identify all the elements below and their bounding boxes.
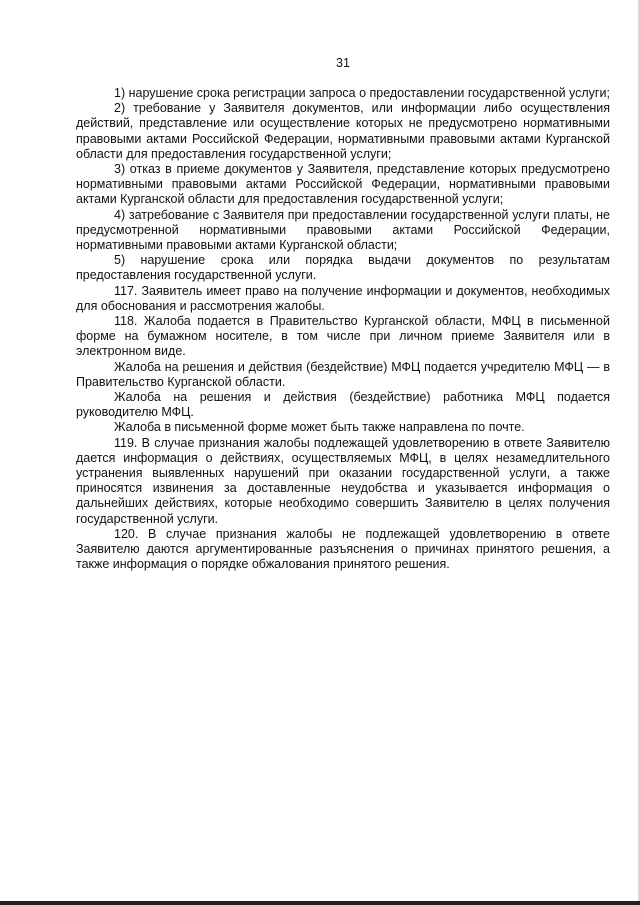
document-body bbox=[76, 86, 610, 573]
page-number: 31 bbox=[336, 56, 350, 70]
paragraph-118-mail: Жалоба в письменной форме может быть также направлена по почте. bbox=[114, 420, 525, 435]
paragraph-item-5: 5) нарушение срока или порядка выдачи документов по результатам предоставления государственной услуги. bbox=[76, 253, 610, 283]
paragraph-item-2: 2) требование у Заявителя документов, или информации либо осуществления действий, представление или осуществление которых не предусмотрено нормативными правовыми актами Российской Федерации, нормативными правовыми актами Курганской области для предоставления государственной услуги; bbox=[76, 101, 610, 161]
page-bottom-edge bbox=[0, 901, 640, 905]
paragraph-117: 117. Заявитель имеет право на получение информации и документов, необходимых для обоснования и рассмотрения жалобы. bbox=[76, 283, 610, 313]
paragraph-118: 118. Жалоба подается в Правительство Курганской области, МФЦ в письменной форме на бумажном носителе, в том числе при личном приеме Заявителя или в электронном виде. bbox=[76, 314, 610, 359]
paragraph-118-employee-complaint: Жалоба на решения и действия (бездействие) работника МФЦ подается руководителю МФЦ. bbox=[76, 390, 610, 420]
paragraph-120: 120. В случае признания жалобы не подлежащей удовлетворению в ответе Заявителю даются аргументированные разъяснения о причинах принятого решения, а также информация о порядке обжалования принятого решения. bbox=[76, 526, 610, 572]
paragraph-item-4: 4) затребование с Заявителя при предоставлении государственной услуги платы, не предусмотренной нормативными правовыми актами Российской Федерации, нормативными правовыми актами Курганской области; bbox=[76, 207, 610, 253]
paragraph-item-3: 3) отказ в приеме документов у Заявителя, представление которых предусмотрено нормативными правовыми актами Российской Федерации, нормативными правовыми актами Курганской области для предоставления государственной услуги; bbox=[76, 162, 610, 207]
paragraph-item-1: 1) нарушение срока регистрации запроса о предоставлении государственной услуги; bbox=[114, 86, 610, 100]
paragraph-118-mfc-complaint: Жалоба на решения и действия (бездействие) МФЦ подается учредителю МФЦ — в Правительство Курганской области. bbox=[76, 359, 610, 389]
paragraph-119: 119. В случае признания жалобы подлежащей удовлетворению в ответе Заявителю дается информация о действиях, осуществляемых МФЦ, в целях незамедлительного устранения выявленных нарушений при оказании государственной услуги, а также приносятся извинения за доставленные неудобства и указывается информация о дальнейших действиях, которые необходимо совершить Заявителю в целях получения государственной услуги. bbox=[76, 435, 610, 526]
